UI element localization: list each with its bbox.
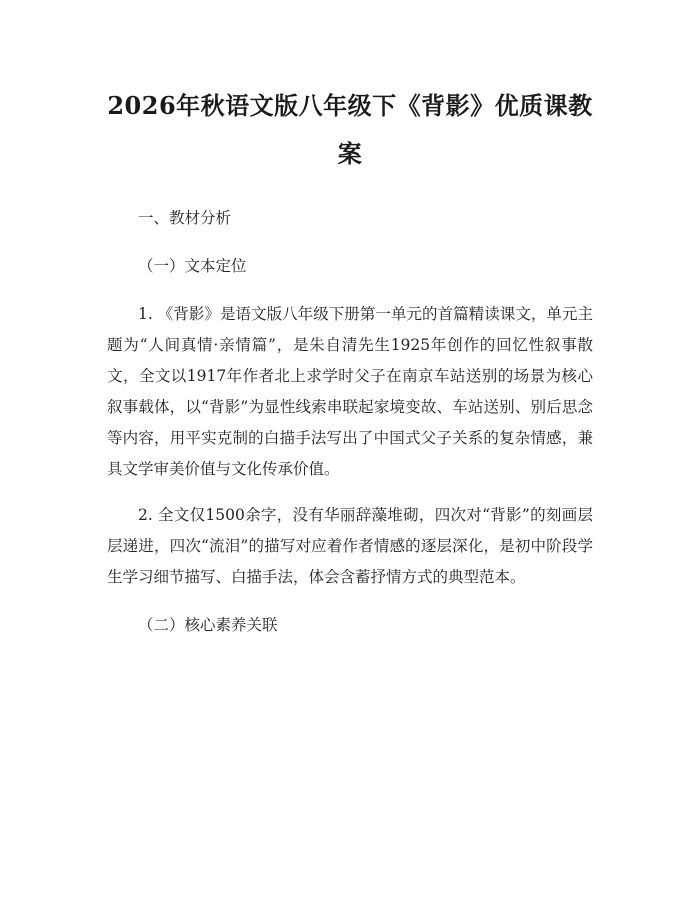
section-heading-teaching-material-analysis: 一、教材分析 [138, 209, 232, 227]
document-title: 2026年秋语文版八年级下《背影》优质课教案 [107, 91, 593, 168]
subsection-heading-core-literacy: （二）核心素养关联 [138, 616, 278, 634]
document-body [107, 201, 593, 642]
paragraph-text-positioning-1: 1. 《背影》是语文版八年级下册第一单元的首篇精读课文，单元主题为“人间真情·亲情篇”，是朱自清先生1925年创作的回忆性叙事散文，全文以1917年作者北上求学时父子在南京车站送别的场景为核心叙事载体，以“背影”为显性线索串联起家境变故、车站送别、别后思念等内容，用平实克制的白描手法写出了中国式父子关系的复杂情感，兼具文学审美价值与文化传承价值。 [107, 305, 593, 478]
paragraph-text-positioning-2: 2. 全文仅1500余字，没有华丽辞藻堆砌，四次对“背影”的刻画层层递进，四次“流泪”的描写对应着作者情感的逐层深化，是初中阶段学生学习细节描写、白描手法，体会含蓄抒情方式的典型范本。 [107, 506, 593, 586]
subsection-heading-text-positioning: （一）文本定位 [138, 257, 247, 275]
